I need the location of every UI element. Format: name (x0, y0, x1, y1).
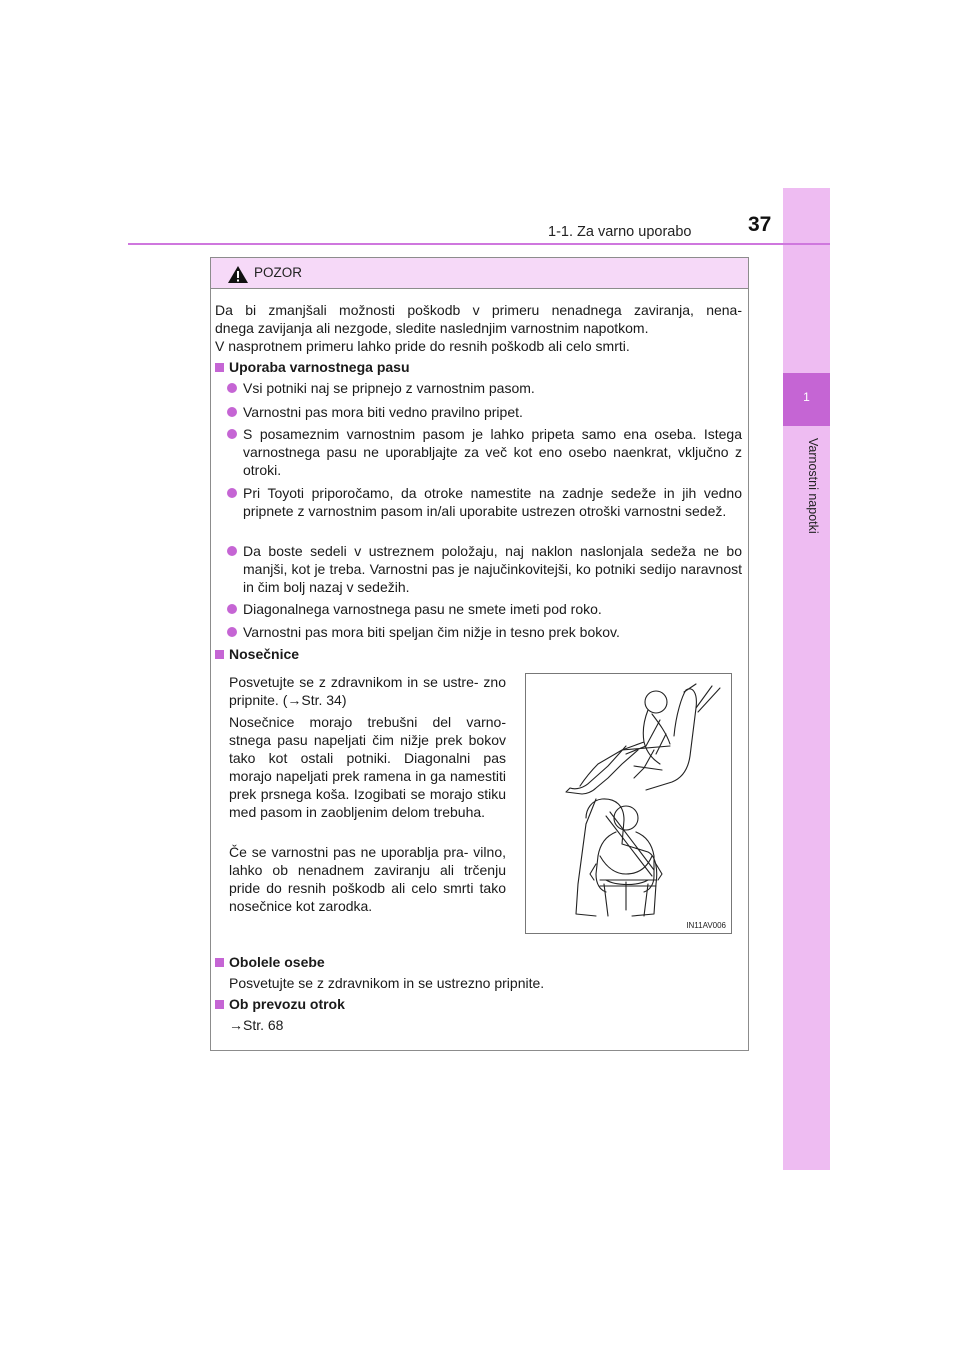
section-heading-children: Ob prevozu otrok (229, 996, 345, 1012)
list-item: Pri Toyoti priporočamo, da otroke namestite na zadnje sedeže in jih vedno pripnete z varnostnim pasom in/ali uporabite ustrezen otroški varnostni sedež. (243, 485, 742, 519)
children-page-ref[interactable]: →Str. 68 (229, 1017, 284, 1033)
section-bullet (215, 650, 224, 659)
pregnant-para1-text: Posvetujte se z zdravnikom in se ustre- zno pripnite. ( (229, 674, 506, 708)
list-bullet (227, 604, 237, 614)
list-bullet (227, 488, 237, 498)
section-heading-seatbelt: Uporaba varnostnega pasu (229, 359, 410, 375)
header-rule (128, 243, 830, 245)
list-bullet (227, 627, 237, 637)
list-item: Varnostni pas mora biti vedno pravilno pripet. (243, 404, 523, 420)
pregnant-para3: Če se varnostni pas ne uporablja pra- vilno, lahko ob nenadnem zaviranju ali trčenju pride do resnih poškodb ali celo smrti tako nosečnice kot zarodka. (229, 844, 506, 914)
section-bullet (215, 958, 224, 967)
warning-triangle-icon (227, 265, 249, 284)
list-bullet (227, 429, 237, 439)
section-bullet (215, 1000, 224, 1009)
pregnant-para1 (229, 673, 506, 709)
list-item: Da boste sedeli v ustreznem položaju, naj naklon naslonjala sedeža ne bo manjši, kot je treba. Varnostni pas je najučinkovitejši, ko potniki sedijo naravnost in čim bolj nazaj v sedežih. (243, 543, 742, 595)
list-item: Vsi potniki naj se pripnejo z varnostnim pasom. (243, 380, 535, 396)
pregnant-seatbelt-drawing (526, 674, 731, 933)
list-item: S posameznim varnostnim pasom je lahko pripeta samo ena oseba. Istega varnostnega pasu ne uporabljajte za več kot eno osebo naenkrat, vključno z otroki. (243, 426, 742, 478)
page-ref-link[interactable]: →Str. 34) (287, 692, 347, 708)
chapter-title: Varnostni napotki (806, 438, 820, 534)
warning-intro-line3: V nasprotnem primeru lahko pride do resnih poškodb ali celo smrti. (215, 338, 630, 354)
section-heading-pregnant: Nosečnice (229, 646, 300, 662)
section-heading-ill: Obolele osebe (229, 954, 325, 970)
warning-intro-line2: dnega zavijanja ali nezgode, sledite naslednjim varnostnim napotkom. (215, 320, 649, 336)
page-number: 37 (748, 213, 772, 236)
list-item: Diagonalnega varnostnega pasu ne smete imeti pod roko. (243, 601, 602, 617)
section-title: 1-1. Za varno uporabo (548, 224, 692, 240)
list-item: Varnostni pas mora biti speljan čim nižje in tesno prek bokov. (243, 624, 620, 640)
chapter-number: 1 (803, 390, 810, 404)
section-bullet (215, 363, 224, 372)
list-bullet (227, 407, 237, 417)
list-bullet (227, 383, 237, 393)
warning-header (211, 258, 748, 289)
pregnant-para2: Nosečnice morajo trebušni del varno- stnega pasu napeljati čim nižje prek bokov tako kot ostali potniki. Diagonalni pas morajo napeljati prek ramena in ga namestiti prek prsnega koša. Izogibati se morajo stiku med pasom in zaobljenim delom trebuha. (229, 714, 506, 820)
illustration-code: IN11AV006 (686, 921, 726, 930)
warning-intro-line1: Da bi zmanjšali možnosti poškodb v primeru nenadnega zaviranja, nena- (215, 302, 742, 318)
chapter-side-tab (783, 188, 830, 1170)
list-bullet (227, 546, 237, 556)
ill-text: Posvetujte se z zdravnikom in se ustrezno pripnite. (229, 975, 545, 991)
pregnant-seatbelt-illustration (525, 673, 732, 934)
warning-title: POZOR (254, 265, 303, 280)
